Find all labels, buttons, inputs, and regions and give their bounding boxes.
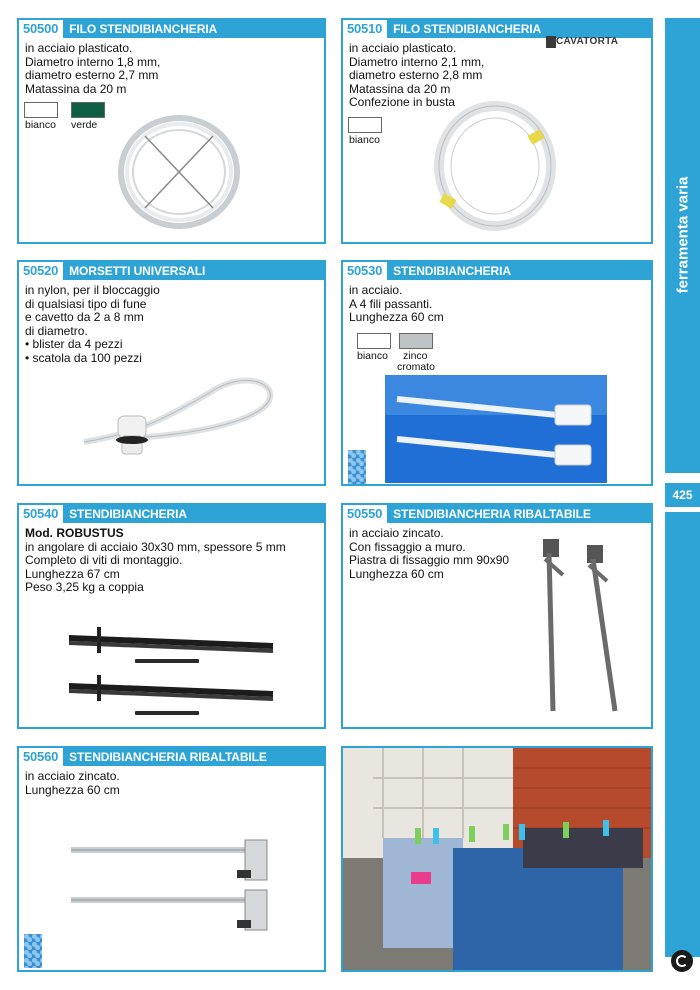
wire-coil-image — [109, 106, 249, 236]
product-code: 50560 — [19, 748, 63, 766]
swatch-label: cromato — [397, 361, 435, 373]
swatch-label: bianco — [25, 119, 56, 131]
card-header — [19, 748, 324, 766]
product-code: 50550 — [343, 505, 387, 523]
product-card-50530 — [341, 260, 653, 486]
folding-rack-image — [531, 535, 631, 725]
product-title: FILO STENDIBIANCHERIA — [393, 22, 542, 36]
card-header — [19, 20, 324, 38]
card-header — [343, 505, 651, 523]
brand-logo: CAVATORTA — [556, 36, 619, 47]
product-title: MORSETTI UNIVERSALI — [69, 264, 206, 278]
brand-mark-icon — [546, 36, 556, 48]
laundry-photo — [341, 746, 653, 972]
wall-drying-rack-image — [385, 375, 607, 483]
product-card-50540 — [17, 503, 326, 729]
product-card-50560 — [17, 746, 326, 972]
card-header — [19, 505, 324, 523]
product-card-50510 — [341, 18, 653, 244]
laundry-scene-image — [343, 748, 651, 970]
card-header — [19, 262, 324, 280]
product-title: STENDIBIANCHERIA RIBALTABILE — [69, 750, 267, 764]
publisher-logo-icon — [671, 950, 693, 972]
page-number: 425 — [665, 483, 700, 507]
swatch-label: verde — [71, 119, 98, 131]
product-title: STENDIBIANCHERIA — [69, 507, 187, 521]
swatch-bianco — [348, 117, 382, 133]
product-code: 50530 — [343, 262, 387, 280]
section-rail-lower — [665, 512, 700, 957]
swatch-verde — [71, 102, 105, 118]
product-description: in acciaio zincato. Con fissaggio a muro. Piastra di fissaggio mm 90x90 Lunghezza 60 cm — [349, 526, 510, 581]
product-description: Mod. ROBUSTUS in angolare di acciaio 30x30 mm, spessore 5 mm Completo di viti di montaggio. Lunghezza 67 cm Peso 3,25 kg a coppia — [25, 526, 286, 595]
zinc-folding-rack-image — [67, 836, 289, 948]
product-code: 50510 — [343, 20, 387, 38]
section-label: ferramenta varia — [674, 176, 691, 294]
product-description: in acciaio. A 4 fili passanti. Lunghezza 60 cm — [349, 283, 444, 325]
product-card-50550 — [341, 503, 653, 729]
package-badge-icon — [24, 934, 42, 968]
product-title: STENDIBIANCHERIA — [393, 264, 511, 278]
angle-steel-rack-image — [65, 623, 280, 727]
package-badge-icon — [348, 450, 366, 484]
swatch-bianco — [357, 333, 391, 349]
swatch-label: bianco — [349, 134, 380, 146]
product-description: in nylon, per il bloccaggio di qualsiasi tipo di fune e cavetto da 2 a 8 mm di diametro. • blister da 4 pezzi • scatola da 100 pezzi — [25, 283, 160, 365]
product-code: 50500 — [19, 20, 63, 38]
product-card-50520 — [17, 260, 326, 486]
product-card-50500 — [17, 18, 326, 244]
wire-coil-bag-image — [429, 96, 559, 236]
product-description: in acciaio plasticato. Diametro interno 1,8 mm, diametro esterno 2,7 mm Matassina da 20 m — [25, 41, 161, 96]
product-title: FILO STENDIBIANCHERIA — [69, 22, 218, 36]
cable-clamp-image — [74, 372, 284, 482]
swatch-label: bianco — [357, 350, 388, 362]
product-code: 50520 — [19, 262, 63, 280]
card-header — [343, 262, 651, 280]
product-title: STENDIBIANCHERIA RIBALTABILE — [393, 507, 591, 521]
swatch-label: zinco — [403, 350, 428, 362]
swatch-zinco-cromato — [399, 333, 433, 349]
product-description: in acciaio plasticato. Diametro interno 2,1 mm, diametro esterno 2,8 mm Matassina da 20 m Confezione in busta — [349, 41, 485, 110]
swatch-bianco — [24, 102, 58, 118]
product-description: in acciaio zincato. Lunghezza 60 cm — [25, 769, 120, 797]
product-code: 50540 — [19, 505, 63, 523]
